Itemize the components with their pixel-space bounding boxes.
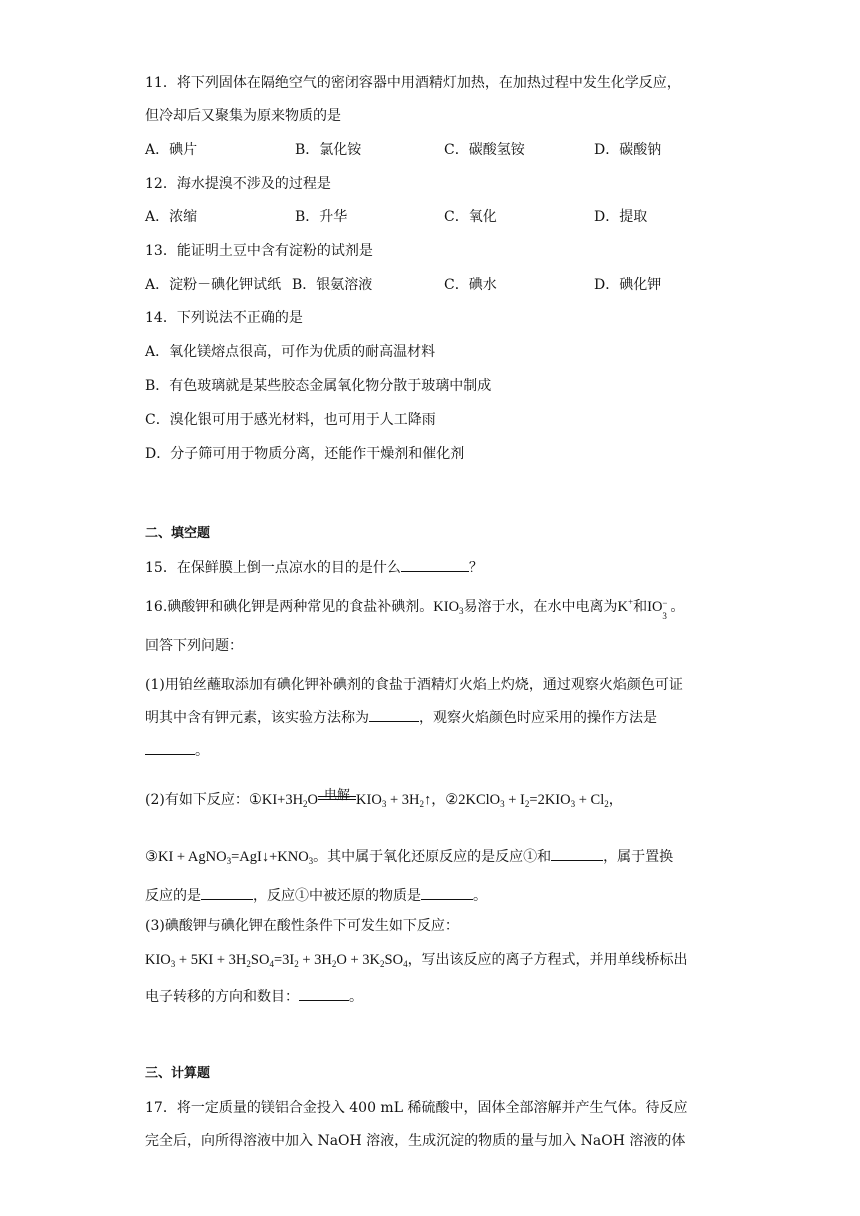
q15-stem: 15．在保鲜膜上倒一点凉水的目的是什么 ？ xyxy=(145,557,483,578)
q14-option-c: C．溴化银可用于感光材料，也可用于人工降雨 xyxy=(145,412,436,428)
q12-option-a: A．浓缩 xyxy=(145,209,198,225)
q11-option-d: D．碳酸钠 xyxy=(594,142,662,158)
q14-stem: 14．下列说法不正确的是 xyxy=(145,310,303,326)
q12-option-c: C．氧化 xyxy=(444,209,497,225)
q16-part2-line3: 反应的是 ，反应①中被还原的物质是 。 xyxy=(145,885,487,906)
q16-stem-line1: 16.碘酸钾和碘化钾是两种常见的食盐补碘剂。$KIO_3$易溶于水，在水中电离为K+和IO − 3 。 xyxy=(145,597,685,621)
q16-part1-line1: (1)用铂丝蘸取添加有碘化钾补碘剂的食盐于酒精灯火焰上灼烧，通过观察火焰颜色可证 xyxy=(145,677,683,693)
q16-stem-line2: 回答下列问题： xyxy=(145,638,243,654)
q14-option-a: A．氧化镁熔点很高，可作为优质的耐高温材料 xyxy=(145,344,436,360)
q12-stem: 12．海水提溴不涉及的过程是 xyxy=(145,176,331,192)
reaction-1: $①KI+3H_2O$ 电解 $KIO_3$ + $3H_2↑$ xyxy=(248,788,432,809)
q17-stem-line2: 完全后，向所得溶液中加入 NaOH 溶液，生成沉淀的物质的量与加入 NaOH 溶液的体 xyxy=(145,1133,686,1149)
q13-stem: 13．能证明土豆中含有淀粉的试剂是 xyxy=(145,243,373,259)
q16-part2-line1: (2)有如下反应：$①KI+3H_2O$ 电解 $KIO_3$ + $3H_2↑$，②2KClO$_3$ + $I_2=2KIO_3 + Cl_2$， xyxy=(145,788,623,809)
q16-part1-line3: 。 xyxy=(145,740,209,761)
answer-blank xyxy=(551,846,603,861)
answer-blank xyxy=(201,885,253,900)
q13-option-a: A．淀粉－碘化钾试纸 xyxy=(145,277,282,293)
q14-option-b: B．有色玻璃就是某些胶态金属氧化物分散于玻璃中制成 xyxy=(145,378,492,394)
q17-stem-line1: 17．将一定质量的镁铝合金投入 400 mL 稀硫酸中，固体全部溶解并产生气体。待反应 xyxy=(145,1100,688,1116)
formula-io3-ion: IO − 3 xyxy=(647,598,668,621)
reaction-4: $KIO_3 + 5KI + 3H_2SO_4=3I_2 + 3H_2O + 3K_2SO_4$ xyxy=(145,952,408,969)
q13-option-c: C．碘水 xyxy=(444,277,497,293)
formula-k-ion: K+ xyxy=(617,597,634,615)
q16-part1-line2: 明其中含有钾元素，该实验方法称为 ，观察火焰颜色时应采用的操作方法是 xyxy=(145,707,657,728)
q16-part3-line2: $KIO_3 + 5KI + 3H_2SO_4=3I_2 + 3H_2O + 3K_2SO_4$，写出该反应的离子方程式，并用单线桥标出 xyxy=(145,952,688,969)
reaction-3: ③KI + $AgNO_3=AgI↓+KNO_3$ xyxy=(145,849,314,866)
q16-part3-line1: (3)碘酸钾与碘化钾在酸性条件下可发生如下反应： xyxy=(145,918,459,934)
answer-blank xyxy=(299,986,349,1001)
q11-option-a: A．碘片 xyxy=(145,142,198,158)
q14-option-d: D．分子筛可用于物质分离，还能作干燥剂和催化剂 xyxy=(145,446,465,462)
q11-stem-line1: 11．将下列固体在隔绝空气的密闭容器中用酒精灯加热，在加热过程中发生化学反应， xyxy=(145,75,681,91)
section-heading-fill-in: 二、填空题 xyxy=(145,526,211,541)
answer-blank xyxy=(421,885,473,900)
q12-option-d: D．提取 xyxy=(594,209,648,225)
section-heading-calculation: 三、计算题 xyxy=(145,1066,211,1081)
q11-option-c: C．碳酸氢铵 xyxy=(444,142,525,158)
q13-option-d: D．碘化钾 xyxy=(594,277,662,293)
q12-option-b: B．升华 xyxy=(295,209,348,225)
q11-stem-line2: 但冷却后又聚集为原来物质的是 xyxy=(145,108,341,124)
reaction-2: ②2KClO$_3$ + $I_2=2KIO_3 + Cl_2$ xyxy=(445,792,609,809)
answer-blank xyxy=(369,707,419,722)
q16-part2-line2: ③KI + $AgNO_3=AgI↓+KNO_3$。其中属于氧化还原反应的是反应①和 ，属于置换 xyxy=(145,846,673,867)
answer-blank xyxy=(145,740,195,755)
q13-option-b: B．银氨溶液 xyxy=(292,277,373,293)
answer-blank xyxy=(401,557,469,572)
q11-option-b: B．氯化铵 xyxy=(295,142,362,158)
formula-kio3: $KIO_3$ xyxy=(433,599,464,616)
q16-part3-line3: 电子转移的方向和数目： 。 xyxy=(145,986,363,1007)
